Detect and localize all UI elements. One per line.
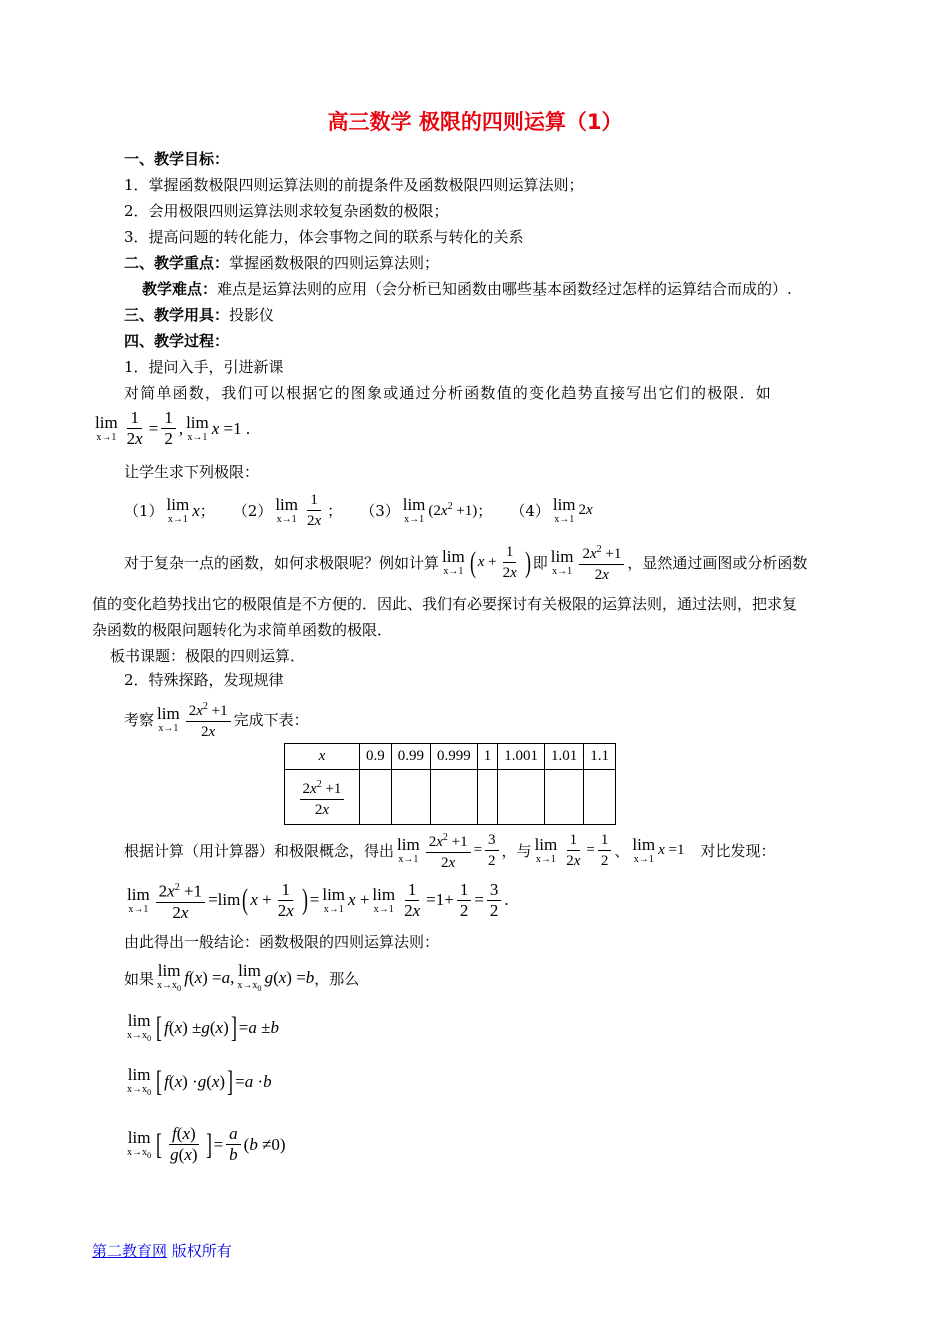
tools-line — [124, 305, 274, 325]
key-point-text: 掌握函数极限的四则运算法则； — [229, 254, 440, 272]
examine-label: 考察 — [124, 711, 155, 729]
table-row — [285, 770, 616, 825]
goal-item: 1．掌握函数极限四则运算法则的前提条件及函数极限四则运算法则； — [124, 176, 584, 194]
table-cell-empty[interactable] — [498, 770, 545, 825]
table-cell-x: 1 — [477, 744, 498, 770]
exercise-label: （2） — [232, 502, 273, 520]
formula-sum-rule-example: lim x→1 $\frac{2x^2 +1}{2x}$ =lim ( x + $\frac{1}{2x}$ ) = lim x→1 x + lim x→1 $\frac{1}{2x}$ =1+ $\frac{1}{2}$ = $\frac{3}{2}$ . — [127, 879, 509, 922]
footer-site-link[interactable]: 第二教育网 — [92, 1242, 168, 1260]
table-cell-x: 0.9 — [360, 744, 392, 770]
page-title: 高三数学 极限的四则运算（1） — [327, 110, 623, 134]
exercise-list: （1） lim x→1 x ； （2） lim x→1 $\frac{1}{2x}$ ； （3） lim x→1 $(2x^2 +1)$ ； （4） lim x→1 2x — [124, 492, 593, 529]
table-cell-empty[interactable] — [431, 770, 478, 825]
table-cell-x: 0.99 — [391, 744, 430, 770]
table-cell-empty[interactable] — [477, 770, 498, 825]
compare-text-d: 对比发现： — [700, 842, 776, 860]
rule-sum-difference: lim $x\to x_0$ [ f(x) ±g(x) ] =a ±b — [127, 1011, 279, 1044]
paragraph-complex-line3: 杂函数的极限问题转化为求简单函数的极限． — [92, 621, 393, 639]
section-heading-key: 二、教学重点： — [124, 254, 230, 272]
premise-if: 如果 — [124, 969, 155, 988]
footer — [92, 1240, 232, 1261]
compare-text-b: ，与 — [501, 842, 532, 860]
difficulty-heading: 教学难点： — [142, 280, 218, 298]
table-cell-x: 1.1 — [584, 744, 616, 770]
goal-item: 2．会用极限四则运算法则求较复杂函数的极限； — [124, 202, 449, 220]
value-table — [284, 743, 616, 825]
table-cell-empty[interactable] — [545, 770, 584, 825]
compare-text-a: 根据计算（用计算器）和极限概念，得出 — [124, 842, 395, 860]
exercise-label: （4） — [510, 502, 550, 520]
section-heading-goals: 一、教学目标： — [124, 150, 230, 168]
key-point-line — [124, 253, 439, 273]
compare-text-c: 、 — [614, 842, 630, 860]
exercise-prompt: 让学生求下列极限： — [124, 463, 260, 481]
formula-simple-limits: lim x→1 $\frac{1}{2x}$ = $\frac{1}{2}$ , lim x→1 x =1 . — [95, 408, 251, 448]
rule-quotient: lim $x\to x_0$ [ $\frac{f(x)}{g(x)}$ ] = $\frac{a}{b}$ (b ≠0) — [127, 1124, 286, 1164]
step-2-heading: 2．特殊探路，发现规律 — [124, 671, 284, 689]
difficulty-text: 难点是运算法则的应用（会分析已知函数由哪些基本函数经过怎样的运算结合而成的）. — [217, 280, 792, 298]
section-heading-tools: 三、教学用具： — [124, 306, 230, 324]
table-cell-x: 1.01 — [545, 744, 584, 770]
tools-text: 投影仪 — [229, 306, 275, 324]
paragraph-complex-line2: 值的变化趋势找出它的极限值是不方便的．因此、我们有必要探讨有关极限的运算法则，通过法则，把求复 — [92, 595, 798, 613]
exercise-label: （3） — [360, 502, 400, 520]
examine-line: 考察 lim x→1 $\frac{2x^2 +1}{2x}$ 完成下表： — [124, 697, 309, 742]
paragraph-complex-c: ，显然通过画图或分析函数 — [627, 554, 808, 572]
table-cell-empty[interactable] — [584, 770, 616, 825]
table-cell-empty[interactable] — [391, 770, 430, 825]
paragraph-intro: 对简单函数，我们可以根据它的图象或通过分析函数值的变化趋势直接写出它们的极限．如 — [124, 384, 773, 402]
premise-line: 如果 lim $x\to x_0$ f(x) =a, lim $x\to x_0$ g(x) =b ，那么 — [124, 961, 360, 993]
table-header-x: x — [285, 744, 360, 770]
compare-line: 根据计算（用计算器）和极限概念，得出 lim x→1 $\frac{2x^2 +1}{2x}$ = $\frac{3}{2}$ ，与 lim x→1 $\frac{1}{2x}$ = $\frac{1}{2}$ 、 lim x→1 x =1 对比发现： — [124, 828, 775, 873]
complex-function-line: 对于复杂一点的函数，如何求极限呢？例如计算 lim x→1 ( x + $\frac{1}{2x}$ ) 即 lim x→1 $\frac{2x^2 +1}{2x}$ ，显然通过画图或分析函数 — [124, 540, 807, 585]
board-topic: 板书课题：极限的四则运算． — [110, 647, 306, 665]
paragraph-complex-b: 即 — [532, 554, 548, 572]
footer-copyright: 版权所有 — [167, 1242, 232, 1260]
examine-suffix: 完成下表： — [233, 711, 309, 729]
table-cell-x: 0.999 — [431, 744, 478, 770]
difficulty-line — [142, 279, 792, 299]
exercise-label: （1） — [124, 502, 164, 520]
general-conclusion: 由此得出一般结论：函数极限的四则运算法则： — [124, 933, 440, 951]
goal-item: 3．提高问题的转化能力，体会事物之间的联系与转化的关系 — [124, 228, 524, 246]
table-cell-empty[interactable] — [360, 770, 392, 825]
rule-product: lim $x\to x_0$ [ f(x) ·g(x) ] =a ·b — [127, 1065, 272, 1098]
table-row — [285, 744, 616, 770]
premise-then: ，那么 — [314, 969, 360, 988]
section-heading-process: 四、教学过程： — [124, 332, 230, 350]
step-1-heading: 1．提问入手，引进新课 — [124, 358, 284, 376]
paragraph-complex-a: 对于复杂一点的函数，如何求极限呢？例如计算 — [124, 554, 440, 572]
table-cell-x: 1.001 — [498, 744, 545, 770]
table-header-function: $\frac{2x^2 +1}{2x}$ — [285, 770, 360, 825]
